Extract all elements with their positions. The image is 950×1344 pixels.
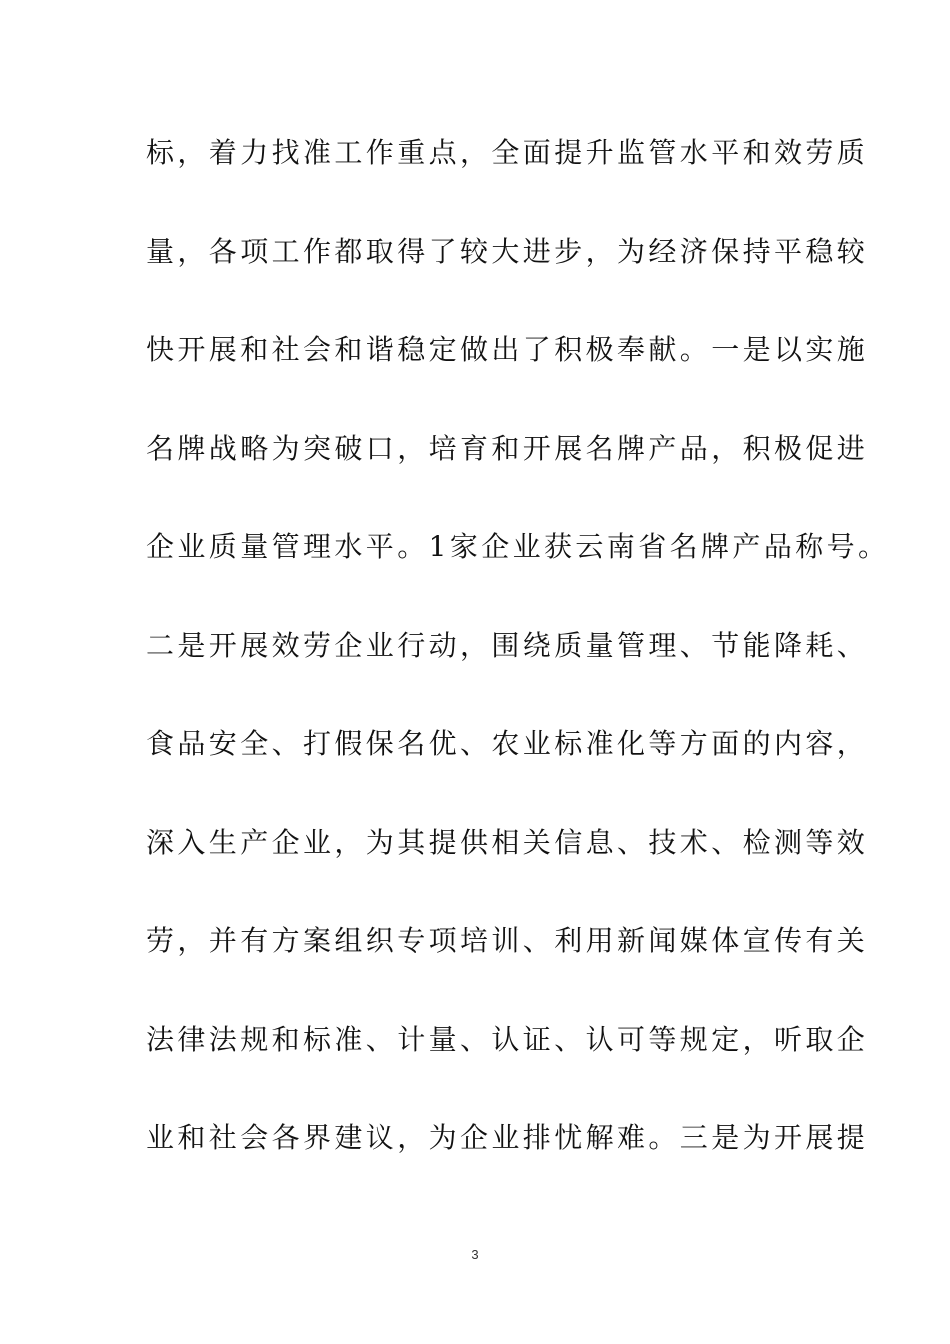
text-line: 快开展和社会和谐稳定做出了积极奉献。一是以实施 (146, 333, 869, 366)
text-line: 业和社会各界建议，为企业排忧解难。三是为开展提 (146, 1121, 869, 1154)
text-line: 劳，并有方案组织专项培训、利用新闻媒体宣传有关 (146, 924, 869, 957)
text-line: 标，着力找准工作重点，全面提升监管水平和效劳质 (146, 136, 869, 169)
text-line: 企业质量管理水平。1家企业获云南省名牌产品称号。 (146, 530, 890, 563)
text-line: 二是开展效劳企业行动，围绕质量管理、节能降耗、 (146, 628, 869, 662)
body-text (146, 128, 890, 1212)
text-line: 法律法规和标准、计量、认证、认可等规定，听取企 (146, 1022, 869, 1056)
text-line: 量，各项工作都取得了较大进步，为经济保持平稳较 (146, 234, 869, 268)
text-line: 深入生产企业，为其提供相关信息、技术、检测等效 (146, 825, 869, 859)
page-number: 3 (471, 1247, 479, 1262)
text-line: 食品安全、打假保名优、农业标准化等方面的内容， (146, 727, 869, 760)
text-line: 名牌战略为突破口，培育和开展名牌产品，积极促进 (146, 431, 869, 465)
